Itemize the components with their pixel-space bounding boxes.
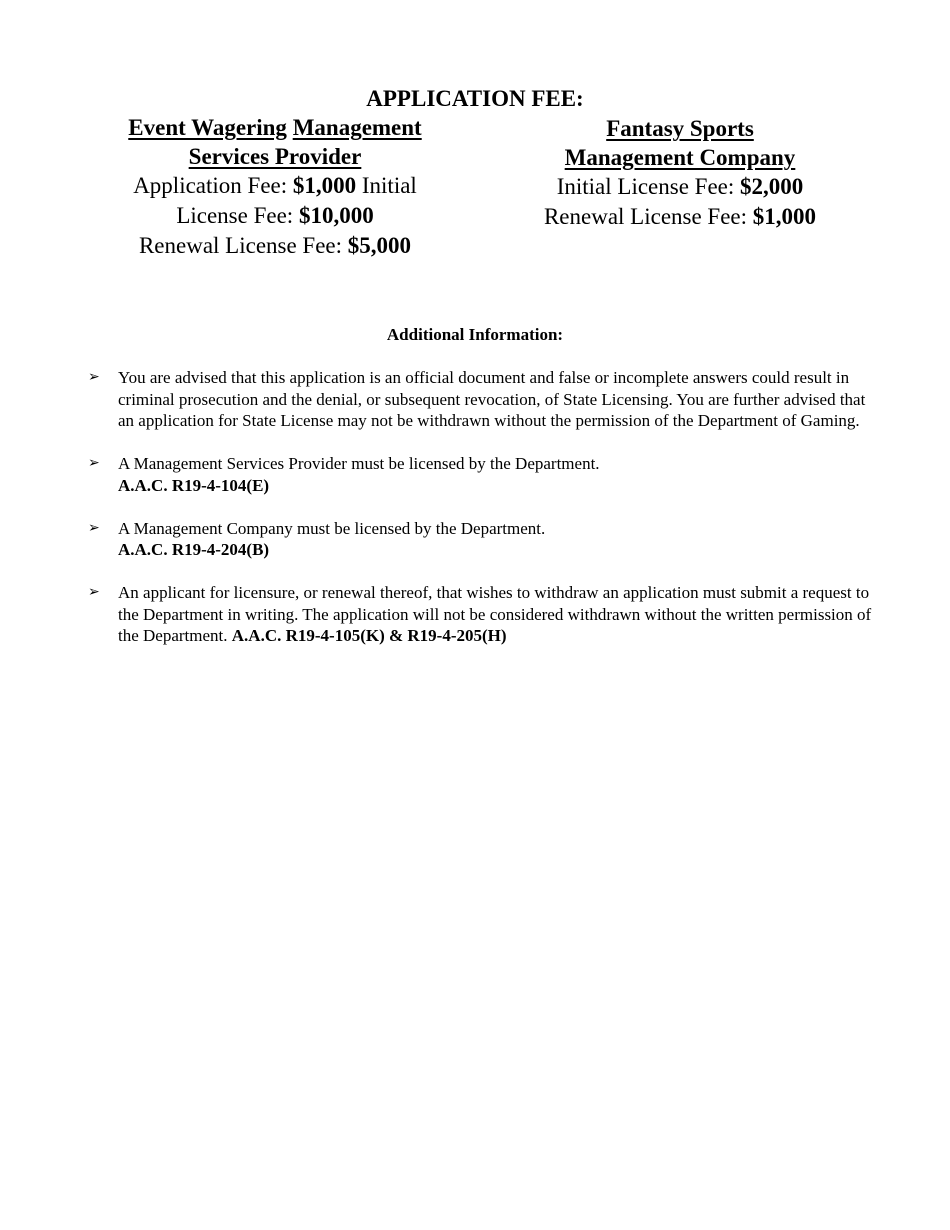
additional-information-heading: Additional Information: xyxy=(386,325,564,344)
regulation-reference: A.A.C. R19-4-104(E) xyxy=(118,475,270,495)
arrowhead-bullet-icon: ➢ xyxy=(88,455,100,471)
event-wagering-fee-column xyxy=(100,113,450,261)
fee-value: $1,000 xyxy=(292,173,357,198)
fee-label: Application Fee: xyxy=(133,173,293,198)
item-text: You are advised that this application is an official document and false or incomplete answers could result in criminal prosecution and the denial, or subsequent revocation, of State Licensing. You are further advised that an application for State License may not be withdrawn without the permission of the Department of Gaming. xyxy=(118,368,866,430)
list-item xyxy=(88,367,878,432)
fee-value: $1,000 xyxy=(752,204,817,229)
fee-label: License Fee: xyxy=(176,203,299,228)
fantasy-sports-fee-column xyxy=(500,114,860,232)
event-wagering-fees xyxy=(100,171,450,261)
fantasy-sports-heading xyxy=(500,114,860,172)
fee-value: $10,000 xyxy=(298,203,374,228)
list-item xyxy=(88,582,878,647)
fee-label: Initial xyxy=(356,173,417,198)
arrowhead-bullet-icon: ➢ xyxy=(88,519,100,536)
fantasy-sports-fees xyxy=(500,172,860,232)
item-text: A Management Services Provider must be licensed by the Department. xyxy=(118,454,600,473)
arrowhead-bullet-icon: ➢ xyxy=(88,584,100,600)
list-item xyxy=(88,518,878,561)
regulation-reference: A.A.C. R19-4-204(B) xyxy=(118,540,270,559)
additional-information-list xyxy=(88,367,878,668)
fee-label: Renewal License Fee: xyxy=(138,233,348,258)
arrowhead-bullet-icon: ➢ xyxy=(88,369,100,385)
heading-part: Management Company xyxy=(564,145,796,170)
regulation-reference: A.A.C. R19-4-105(K) & R19-4-205(H) xyxy=(231,626,507,645)
page-title: APPLICATION FEE: xyxy=(366,86,584,111)
event-wagering-heading xyxy=(100,113,450,171)
fee-label: Renewal License Fee: xyxy=(543,204,753,229)
item-text: A Management Company must be licensed by the Department. xyxy=(118,518,546,538)
heading-part: Fantasy Sports xyxy=(606,116,754,141)
fee-value: $2,000 xyxy=(740,174,804,199)
heading-part: Management xyxy=(292,115,422,140)
list-item xyxy=(88,453,878,496)
fee-label: Initial License Fee: xyxy=(556,174,741,199)
heading-part: Services Provider xyxy=(188,144,362,169)
item-text: An applicant for licensure, or renewal thereof, that wishes to withdraw an application must submit a request to the Department in writing. The application will not be considered withdrawn without the written permission of the Department. xyxy=(118,583,872,645)
fee-value: $5,000 xyxy=(347,233,412,258)
heading-part: Event Wagering xyxy=(128,115,287,140)
